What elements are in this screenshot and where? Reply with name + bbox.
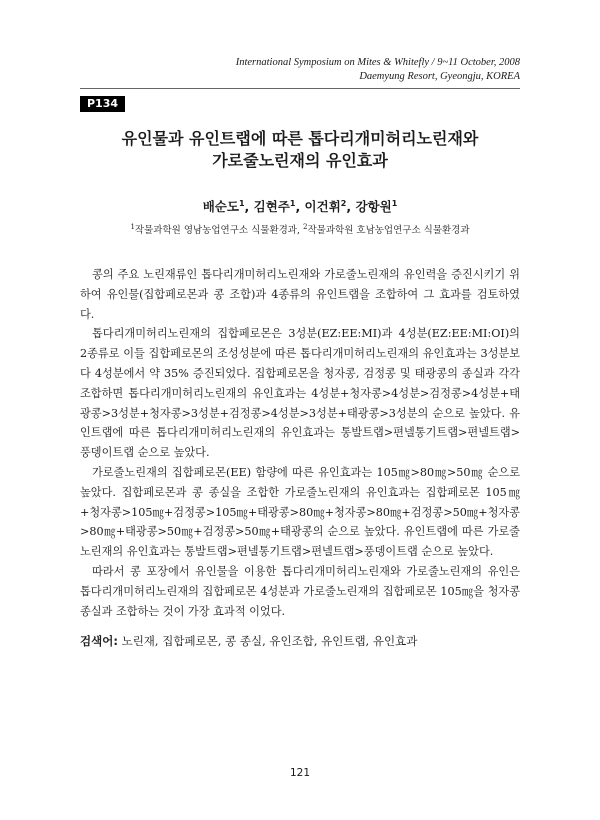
abstract-paragraph: 가로줄노린재의 집합페로몬(EE) 함량에 따른 유인효과는 105㎎>80㎎>50㎎ 순으로 높았다. 집합페로몬과 콩 종실을 조합한 가로줄노린재의 유인효과는 집합페로몬 105㎎+청자콩>105㎎+검정콩>105㎎+태광콩>80㎎+청자콩>80㎎+검정콩>50㎎+청자콩>80㎎+태광콩>50㎎+검정콩>50㎎+태광콩의 순으로 높았다. 유인트랩에 따른 가로줄노린재의 유인효과는 통발트랩>편넬통기트랩>편넬트랩>풍뎅이트랩 순으로 높았다. bbox=[80, 465, 520, 559]
page-number: 121 bbox=[289, 767, 311, 779]
affiliation-text: 작물과학원 영남농업연구소 식물환경과, bbox=[134, 225, 304, 237]
abstract-paragraph: 따라서 콩 포장에서 유인물을 이용한 톱다리개미허리노린재와 가로줄노린재의 유인은 톱다리개미허리노린재의 집합페로몬 4성분과 가로줄노린재의 집합페로몬 105㎎을 청자콩 종실과 조합하는 것이 가장 효과적 이었다. bbox=[80, 564, 520, 618]
poster-number-badge: P134 bbox=[80, 96, 125, 112]
author-separator: , bbox=[244, 199, 254, 215]
paper-title-line-2: 가로줄노린재의 유인효과 bbox=[212, 151, 388, 170]
author-name: 김현주 bbox=[253, 199, 290, 215]
keywords-label: 검색어: bbox=[80, 634, 118, 648]
paper-title-line-1: 유인물과 유인트랩에 따른 톱다리개미허리노린재와 bbox=[121, 129, 479, 148]
author bbox=[203, 199, 254, 214]
author-name: 배순도 bbox=[202, 199, 239, 215]
author bbox=[305, 199, 356, 214]
paper-title bbox=[60, 128, 540, 172]
affiliation-mark: 2 bbox=[303, 223, 308, 231]
author-affiliation-mark: 2 bbox=[340, 199, 347, 208]
keywords-list: 노린재, 집합페로몬, 콩 종실, 유인조합, 유인트랩, 유인효과 bbox=[117, 634, 418, 648]
author-list bbox=[60, 196, 540, 215]
author-affiliation-mark: 1 bbox=[289, 199, 296, 208]
abstract-paragraph: 콩의 주요 노린재류인 톱다리개미허리노린재와 가로줄노린재의 유인력을 증진시키기 위하여 유인물(집합페로몬과 콩 조합)과 4종류의 유인트랩을 조합하여 그 효과를 검토하였다. bbox=[80, 268, 520, 321]
conference-header bbox=[236, 56, 520, 84]
author bbox=[355, 199, 397, 214]
keywords bbox=[80, 632, 520, 650]
abstract-body bbox=[80, 265, 520, 621]
conference-venue: Daemyung Resort, Gyeongju, KOREA bbox=[359, 71, 520, 82]
affiliation-mark: 1 bbox=[130, 223, 135, 231]
author-separator: , bbox=[346, 199, 356, 215]
header-rule bbox=[80, 88, 520, 89]
author-affiliation-mark: 1 bbox=[391, 199, 398, 208]
conference-title: International Symposium on Mites & Whitefly / 9~11 October, 2008 bbox=[235, 57, 520, 68]
abstract-paragraph: 톱다리개미허리노린재의 집합페로몬은 3성분(EZ:EE:MI)과 4성분(EZ:EE:MI:OI)의 2종류로 이들 집합페로몬의 조성성분에 따른 톱다리개미허리노린재의 유인효과는 3성분보다 4성분에서 약 35% 증진되었다. 집합페로몬을 청자콩, 검정콩 및 태광콩의 종실과 각각 조합하면 톱다리개미허리노린재의 유인효과는 4성분+청자콩>4성분>검정콩>4성분+태광콩>3성분+청자콩>3성분+검정콩>4성분>3성분+태광콩>3성분의 순으로 높았다. 유인트랩에 따른 톱다리개미허리노린재의 유인효과는 통발트랩>편넬통기트랩>편넬트랩>풍뎅이트랩 순으로 높았다. bbox=[80, 327, 520, 460]
author-affiliation-mark: 1 bbox=[238, 199, 245, 208]
author-name: 이건휘 bbox=[304, 199, 341, 215]
affiliation-text: 작물과학원 호남농업연구소 식물환경과 bbox=[307, 225, 470, 237]
author-name: 강항원 bbox=[355, 199, 392, 215]
author bbox=[254, 199, 305, 214]
author-separator: , bbox=[295, 199, 305, 215]
affiliations bbox=[60, 221, 540, 237]
